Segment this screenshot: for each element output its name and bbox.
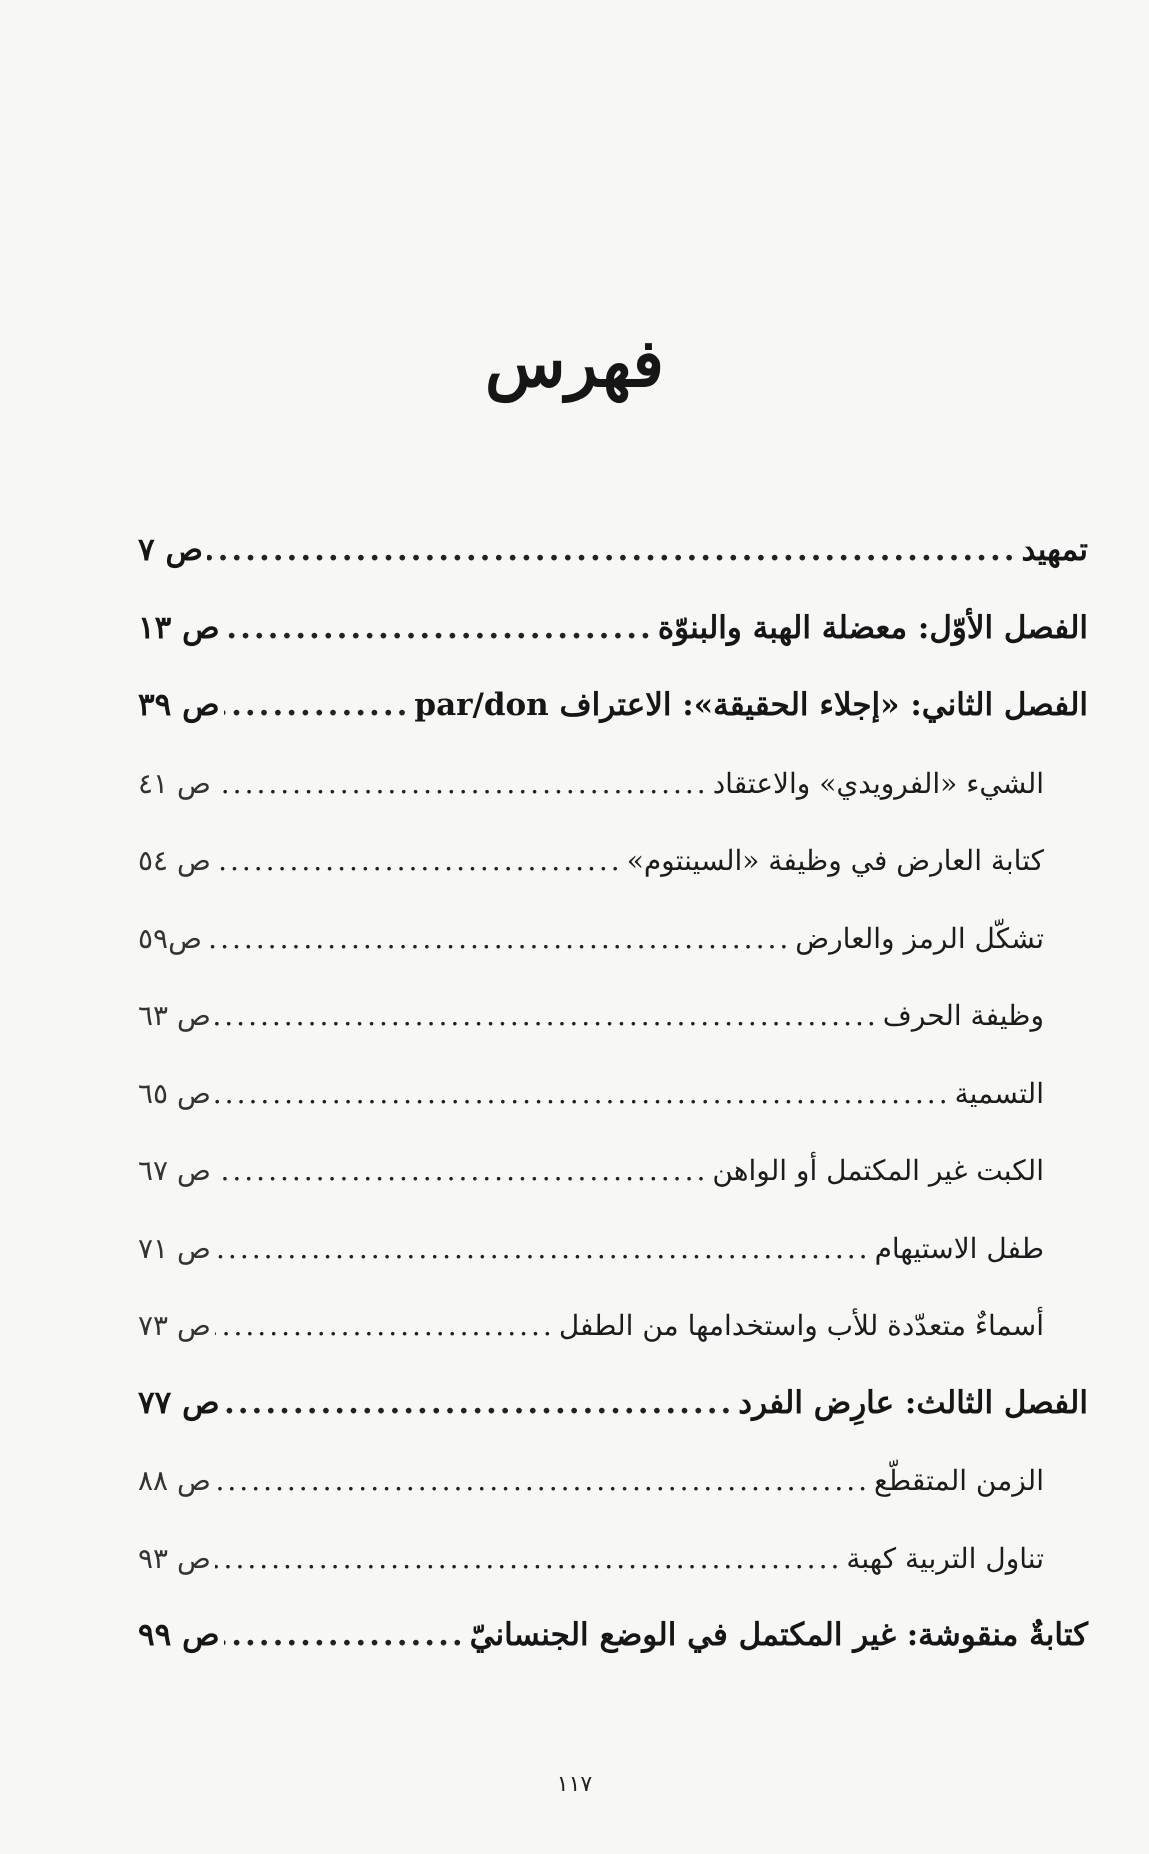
dot-leader xyxy=(215,1210,871,1288)
toc-entry-label: طفل الاستيهام xyxy=(874,1231,1044,1265)
toc-entry-chapter-2 xyxy=(138,667,1088,745)
toc-entry-label-arabic: الفصل الثاني: «إجلاء الحقيقة»: الاعتراف xyxy=(559,687,1088,723)
toc-entry-page: ص ٣٩ xyxy=(138,687,220,723)
toc-entry-page: ص ٦٧ xyxy=(138,1154,211,1187)
dot-leader xyxy=(215,1055,951,1133)
toc-entry-label: كتابة العارض في وظيفة «السينتوم» xyxy=(626,844,1044,877)
toc-entry-label xyxy=(414,667,1088,745)
toc-entry-label: الزمن المتقطّع xyxy=(874,1464,1044,1497)
dot-leader xyxy=(224,590,654,668)
dot-leader xyxy=(207,512,1018,590)
toc-entry-label: أسماءٌ متعدّدة للأب واستخدامها من الطفل xyxy=(558,1309,1044,1342)
toc-entry-label-latin: par/don xyxy=(414,687,549,723)
dot-leader xyxy=(224,1365,735,1443)
toc-subentry xyxy=(138,1442,1088,1520)
dot-leader xyxy=(215,1287,555,1365)
toc-subentry xyxy=(138,1055,1088,1133)
dot-leader xyxy=(215,1442,870,1520)
toc-entry-label: الكبت غير المكتمل أو الواهن xyxy=(712,1154,1044,1187)
table-of-contents xyxy=(138,512,1088,1675)
dot-leader xyxy=(224,667,411,745)
toc-entry-page: ص ٨٨ xyxy=(138,1464,211,1497)
dot-leader xyxy=(215,1520,843,1598)
toc-entry-page: ص ٧ xyxy=(138,532,203,568)
page-number: ١١٧ xyxy=(556,1772,593,1797)
toc-entry-page: ص ١٣ xyxy=(138,609,220,646)
toc-entry-chapter-3 xyxy=(138,1365,1088,1443)
toc-subentry xyxy=(138,1210,1088,1288)
toc-subentry xyxy=(138,1132,1088,1210)
toc-subentry xyxy=(138,900,1088,978)
toc-entry-page: ص ٦٣ xyxy=(138,999,211,1032)
toc-entry-page: ص ٧٣ xyxy=(138,1309,211,1342)
dot-leader xyxy=(215,745,709,823)
toc-entry-label: تشكّل الرمز والعارض xyxy=(795,921,1044,955)
dot-leader xyxy=(215,977,879,1055)
toc-entry-page: ص ٥٤ xyxy=(138,844,211,877)
toc-entry-label: وظيفة الحرف xyxy=(882,999,1044,1032)
toc-entry-page: ص ٦٥ xyxy=(138,1076,211,1110)
dot-leader xyxy=(206,900,791,978)
toc-entry-page: ص ٩٣ xyxy=(138,1541,211,1575)
toc-entry-label: الفصل الثالث: عارِض الفرد xyxy=(738,1384,1088,1421)
toc-entry-page: ص٥٩ xyxy=(138,921,202,955)
toc-entry-page: ص ٧١ xyxy=(138,1231,211,1265)
toc-entry-label: كتابةٌ منقوشة: غير المكتمل في الوضع الجنسانيّ xyxy=(469,1617,1088,1653)
toc-entry-label: الفصل الأوّل: معضلة الهبة والبنوّة xyxy=(657,609,1088,646)
dot-leader xyxy=(215,1132,709,1210)
toc-subentry xyxy=(138,745,1088,823)
toc-subentry xyxy=(138,1520,1088,1598)
toc-entry-page: ص ٩٩ xyxy=(138,1617,220,1653)
toc-entry-inscribed-writing xyxy=(138,1597,1088,1675)
dot-leader xyxy=(224,1597,466,1675)
toc-entry-page: ص ٧٧ xyxy=(138,1384,220,1421)
toc-entry-label: تناول التربية كهبة xyxy=(846,1541,1044,1575)
toc-entry-label: تمهيد xyxy=(1021,532,1088,568)
toc-entry-introduction xyxy=(138,512,1088,590)
toc-entry-page: ص ٤١ xyxy=(138,766,211,800)
toc-entry-label: الشيء «الفرويدي» والاعتقاد xyxy=(712,766,1044,800)
toc-subentry xyxy=(138,822,1088,900)
toc-subentry xyxy=(138,977,1088,1055)
toc-subentry xyxy=(138,1287,1088,1365)
toc-entry-chapter-1 xyxy=(138,590,1088,668)
dot-leader xyxy=(215,822,623,900)
toc-entry-label: التسمية xyxy=(954,1076,1044,1110)
page-title: فهرس xyxy=(485,324,664,402)
